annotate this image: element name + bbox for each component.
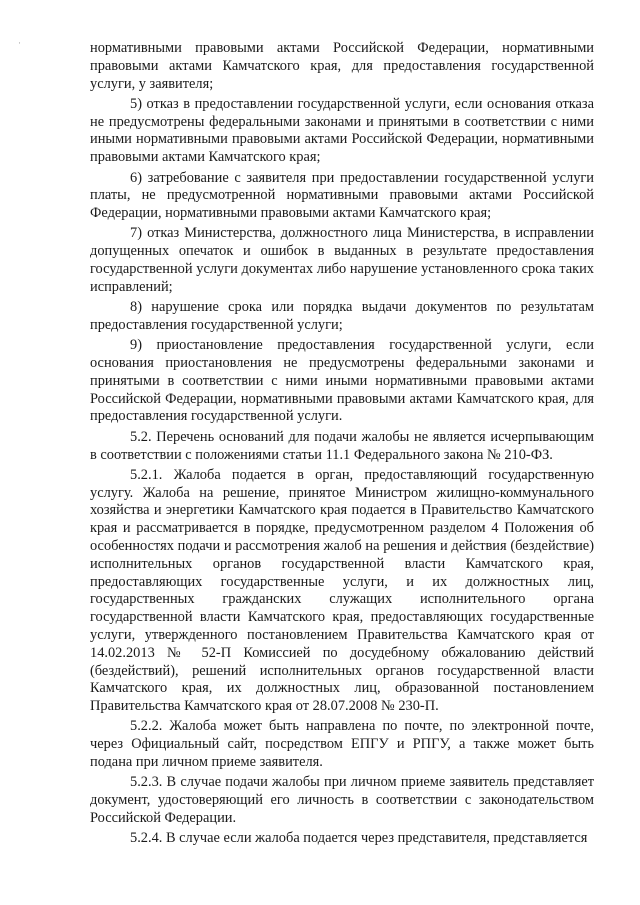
paragraph-5-2-3: 5.2.3. В случае подачи жалобы при личном приеме заявитель представляет документ, удостоверяющий его личность в соответствии с законодательством Российской Федерации. [90,774,594,826]
paragraph-item-6: 6) затребование с заявителя при предоставлении государственной услуги платы, не предусмотренной нормативными правовыми актами Российской Федерации, нормативными правовыми актами Камчатского края; [90,169,594,222]
paragraph-item-5: 5) отказ в предоставлении государственной услуги, если основания отказа не предусмотрены федеральными законами и принятыми в соответствии с ними иными нормативными правовыми актами Российской Федерации, нормативными правовыми актами Камчатского края; [90,95,594,166]
paragraph-item-7: 7) отказ Министерства, должностного лица Министерства, в исправлении допущенных опечаток и ошибок в выданных в результате предоставления государственной услуги документах либо нарушение установленного срока таких исправлений; [90,225,594,295]
document-body [90,40,594,848]
page-mark: · [18,38,21,48]
paragraph-item-8: 8) нарушение срока или порядка выдачи документов по результатам предоставления государственной услуги; [90,299,594,333]
paragraph-5-2-4: 5.2.4. В случае если жалоба подается через представителя, представляется [130,830,588,847]
paragraph-5-2: 5.2. Перечень оснований для подачи жалобы не является исчерпывающим в соответствии с положениями статьи 11.1 Федерального закона № 210-ФЗ. [90,428,594,463]
paragraph-5-2-1: 5.2.1. Жалоба подается в орган, предоставляющий государственную услугу. Жалоба на решение, принятое Министром жилищно-коммунального хозяйства и энергетики Камчатского края подается в Правительство Камчатского края и рассматривается в порядке, предусмотренном разделом 4 Положения об особенностях подачи и рассмотрения жалоб на решения и действия (бездействие) исполнительных органов государственной власти Камчатского края, предоставляющих государственные услуги, и их должностных лиц, государственных гражданских служащих исполнительного органа государственной власти Камчатского края, предоставляющих государственные услуги, утвержденного постановлением Правительства Камчатского края от 14.02.2013 № 52-П Комиссией по досудебному обжалованию действий (бездействий), решений исполнительных органов государственной власти Камчатского края, их должностных лиц, образованной постановлением Правительства Камчатского края от 28.07.2008 № 230-П. [90,466,594,715]
paragraph-item-9: 9) приостановление предоставления государственной услуги, если основания приостановления не предусмотрены федеральными законами и принятыми в соответствии с ними иными нормативными правовыми актами Российской Федерации, нормативными правовыми актами Камчатского края, для предоставления государственной услуги. [90,337,594,425]
paragraph-5-2-2: 5.2.2. Жалоба может быть направлена по почте, по электронной почте, через Официальный сайт, посредством ЕПГУ и РПГУ, а также может быть подана при личном приеме заявителя. [90,718,594,771]
paragraph-continuation: нормативными правовыми актами Российской Федерации, нормативными правовыми актами Камчатского края, для предоставления государственной услуги, у заявителя; [90,40,594,92]
